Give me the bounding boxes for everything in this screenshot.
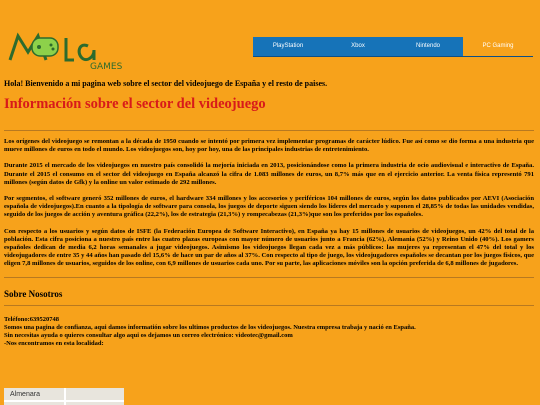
about-title: Sobre Nosotros — [4, 288, 63, 299]
location-map[interactable] — [4, 388, 124, 405]
main-nav — [253, 37, 533, 57]
paragraph-origins: Los orígenes del videojuego se remontan a la década de 1950 cuando se intentó por primera vez implementar programas de carácter lúdico. Fue así como se dio forma a una industria que mueve millones de euros en todo el mundo. Los videojuegos son, hoy por hoy, una de las principales industrias de entretenimiento. — [4, 138, 534, 154]
paragraph-segments: Por segmentos, el software generó 352 millones de euros, el hardware 334 millones y los accesorios y periféricos 104 millones de euros, según los datos publicados por AEVI (Asociación española de videojuegos).En cuanto a la tipología de software para consola, los juegos de deporte siguen siendo los líderes del mercado y suponen el 28,85% de todas las unidades vendidas, seguido de los juegos de acción y aventura gráfica (22,2%), los de estrategia (21,3%) y rompecabezas (21,3%)que son los preferidos por los españoles. — [4, 195, 534, 219]
svg-text:GAMES: GAMES — [90, 62, 123, 70]
nav-xbox[interactable]: Xbox — [351, 43, 365, 49]
location-line: -Nos encontramos en esta localidad: — [4, 340, 104, 348]
gamepad-icon — [32, 38, 58, 56]
paragraph-users: Con respecto a los usuarios y según datos de ISFE (la Federación Europea de Software Interactivo), en España ya hay 15 millones de usuarios de videojuegos, un 42% del total de la población. Esta cifra posiciona a nuestro país entre las cuatro plazas europeas con mayor número de usuarios junto a Francia (62%), Alemania (52%) y Reino Unido (40%). Los gamers españoles dedican de media 6,2 horas semanales a jugar videojuegos. Asimismo los videojuegos llegan cada vez a más públicos: las mujeres ya representan el 47% del total y los videojugadores de entre 35 y 44 años han pasado del 15,6% de hace un par de años al 37%. Con respecto al tipo de juego, los videojugadores españoles se decantan por los juegos físicos, que eligen 7,8 millones de usuarios, seguidos de los online, con 6,9 millones de usuarios cada uno. Por su parte, las aplicaciones móviles son la opción preferida de 6,8 millones de jugadores. — [4, 227, 534, 268]
nav-nintendo[interactable]: Nintendo — [415, 43, 441, 49]
contact-info — [4, 316, 534, 349]
phone-line: Teléfono:639520748 — [4, 315, 60, 323]
paragraph-market-2015: Durante 2015 el mercado de los videojuegos en nuestro país consolidó la mejoría iniciada en 2013, posicionándose como la primera industria de ocio audiovisual e interactivo de España. Durante el 2015 el consumo en el sector del videojuego en España alcanzó la cifra de 1.083 millones de euros, un 8,7% más que en el ejercicio anterior. La venta física representó 791 millones (según datos de Gfk) y la online un valor estimado de 292 millones. — [4, 162, 534, 186]
main-content — [4, 74, 534, 348]
map-place-label: Almenara — [10, 391, 40, 398]
site-logo[interactable] — [6, 22, 126, 70]
nav-pc-gaming[interactable]: PC Gaming — [463, 37, 533, 56]
logo-graphic — [6, 22, 126, 70]
welcome-text: Hola! Bienvenido a mi pagina web sobre el sector del videojuego de España y el resto de paises. — [4, 79, 328, 88]
divider — [4, 277, 534, 278]
about-line: Somos una pagina de confianza, aqui damos informatión sobre los ultimos productos de los videojuegos. Nuestra empresa trabaja y nació en España. — [4, 323, 416, 331]
email-line: Sin necesitas ayuda o quieres consultar algo aqui os dejamos un correo electrónico: videotec@gmail.com — [4, 332, 293, 340]
nav-playstation[interactable]: PlayStation — [272, 43, 304, 49]
page-title: Información sobre el sector del videojuego — [4, 96, 266, 112]
header — [0, 0, 540, 72]
divider — [4, 305, 534, 306]
